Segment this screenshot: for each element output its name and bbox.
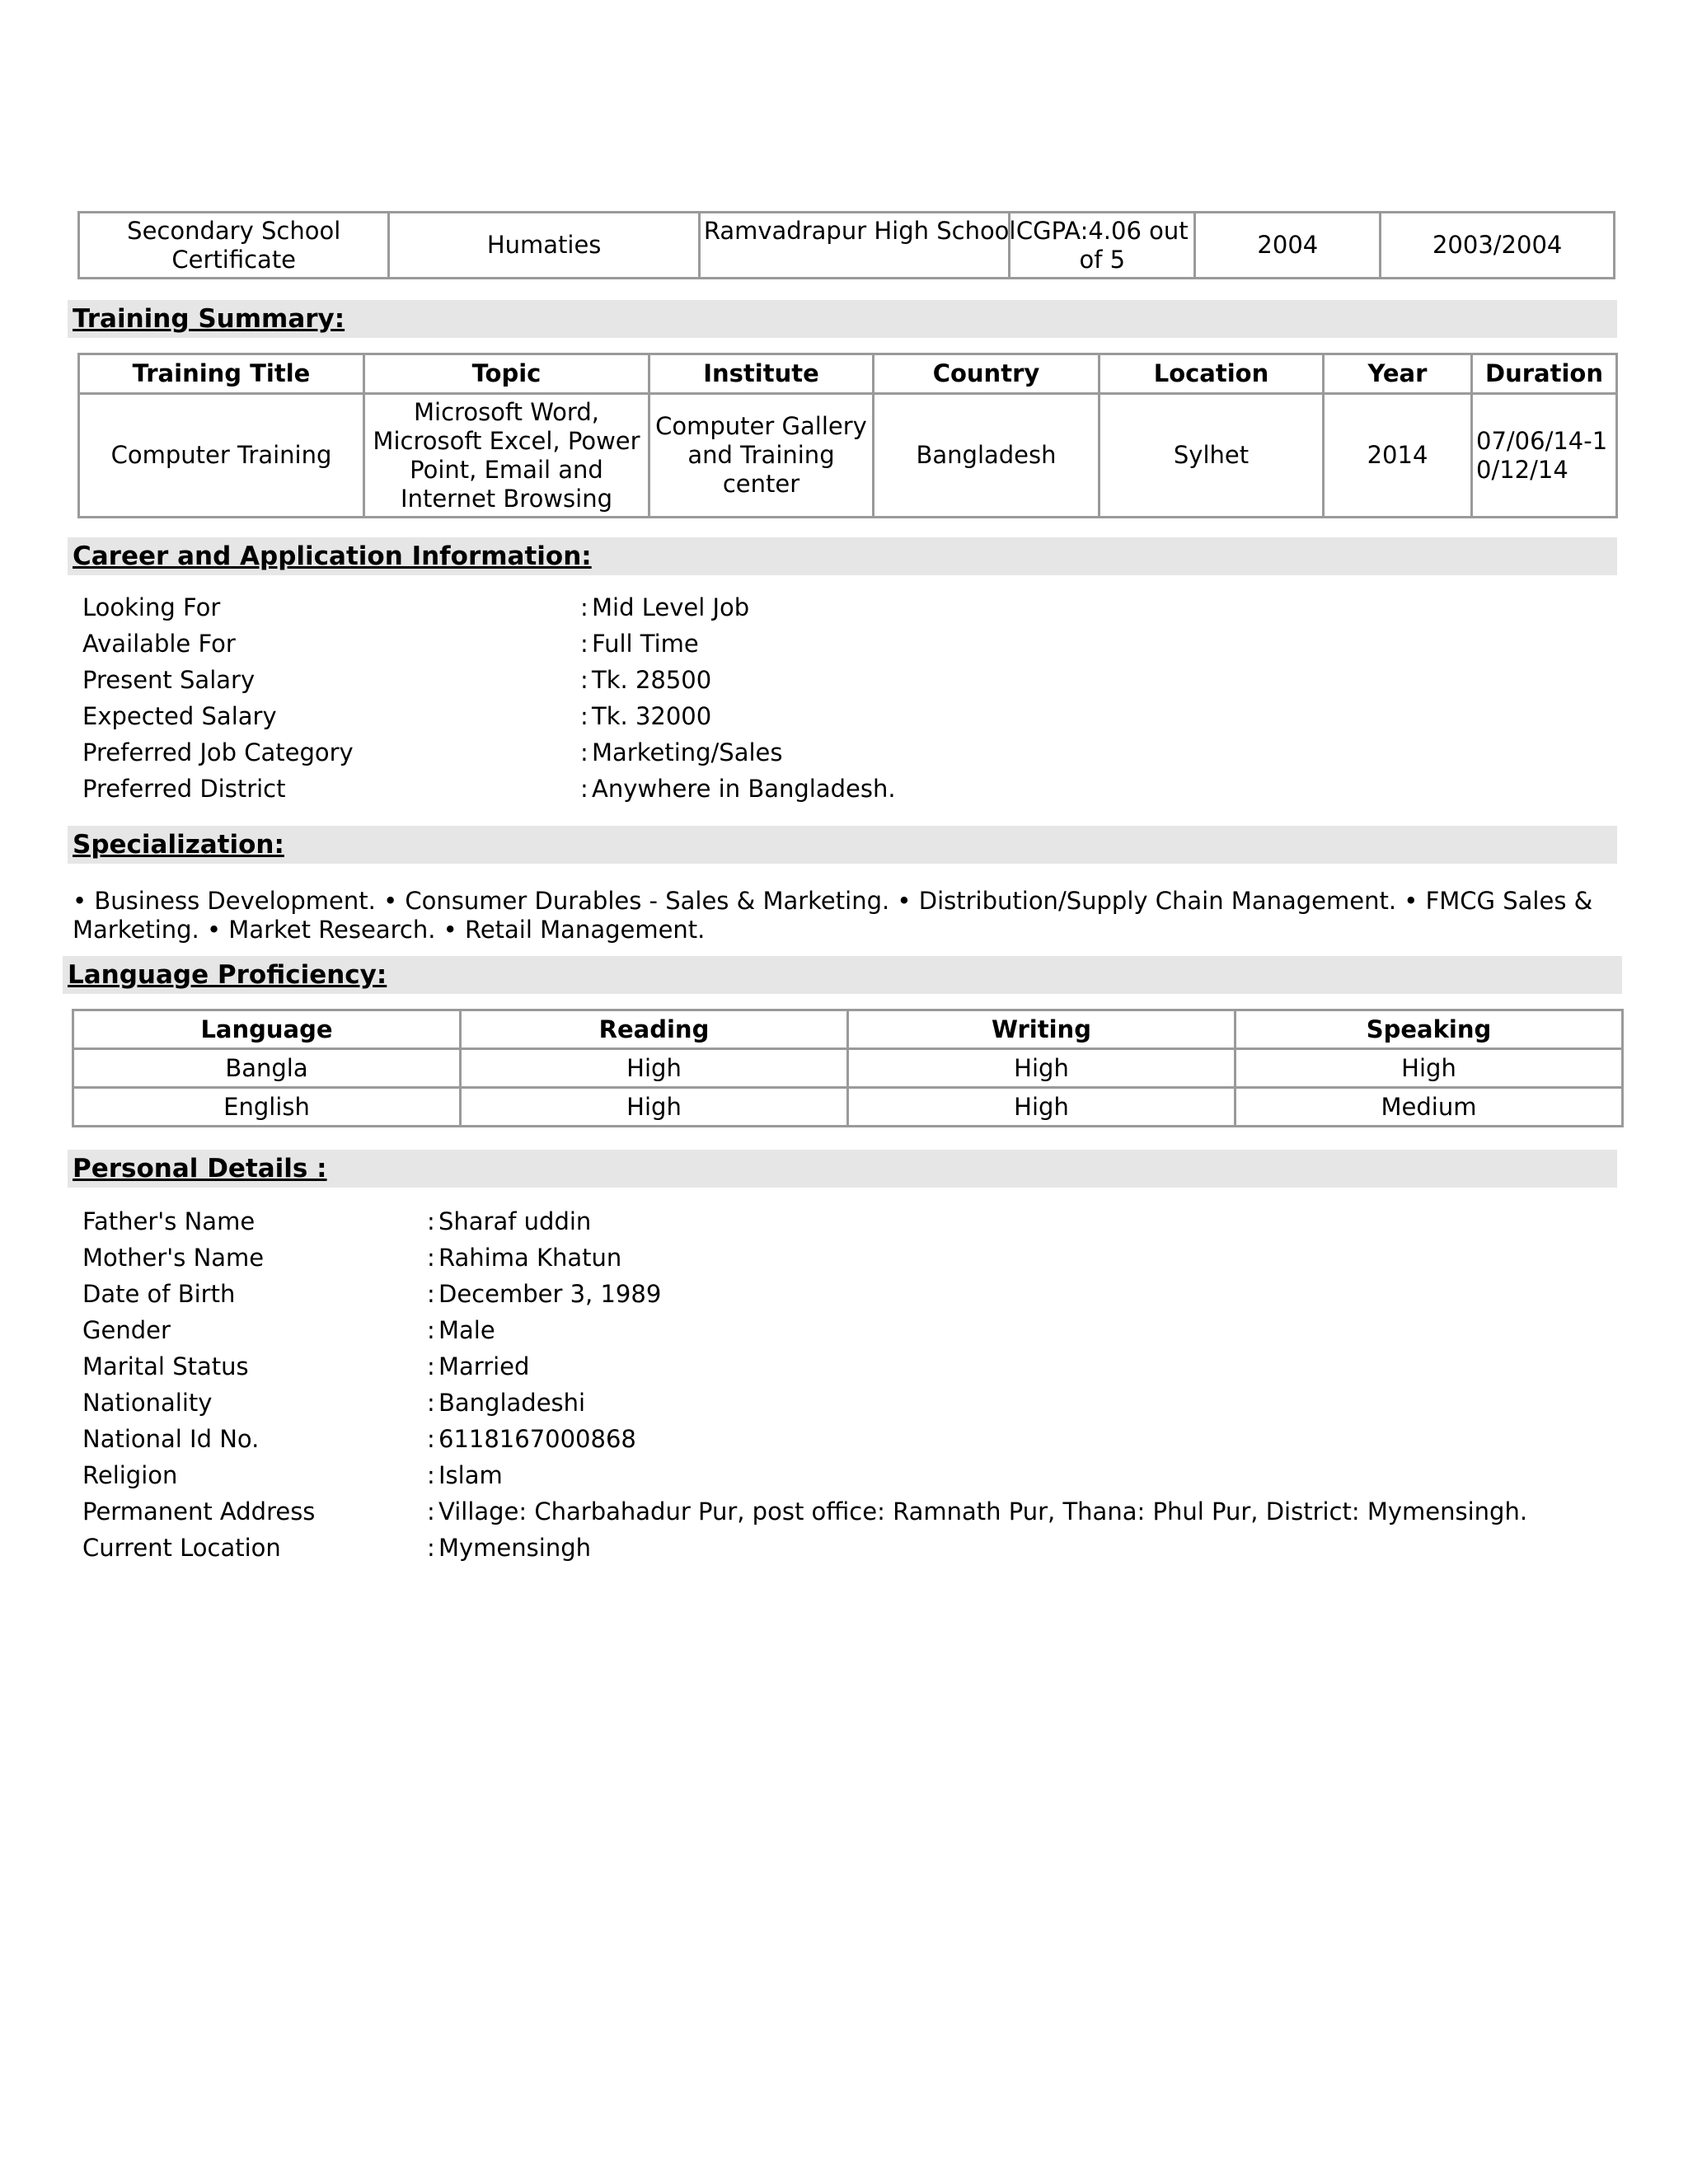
separator: : xyxy=(580,630,588,658)
field-value: Sharaf uddin xyxy=(438,1207,592,1235)
location-cell: Sylhet xyxy=(1100,394,1324,518)
field-label: Gender xyxy=(82,1316,171,1344)
column-header: Language xyxy=(73,1010,461,1049)
speaking-cell: Medium xyxy=(1236,1088,1623,1127)
field-value: Married xyxy=(438,1352,530,1380)
field-value: Mid Level Job xyxy=(592,593,750,621)
column-header: Country xyxy=(874,354,1100,394)
field-label: Preferred District xyxy=(82,775,286,803)
specialization-list: • Business Development. • Consumer Durables - Sales & Marketing. • Distribution/Supply Chain Management. • FMCG Sales & Marketing. • Market Research. • Retail Management. xyxy=(73,887,1593,944)
personal-details-header xyxy=(68,1150,1617,1188)
separator: : xyxy=(427,1352,435,1380)
column-header: Location xyxy=(1100,354,1324,394)
field-label: Preferred Job Category xyxy=(82,738,354,766)
institute-cell: Computer Gallery and Training center xyxy=(649,394,874,518)
field-label: Present Salary xyxy=(82,666,256,694)
table-header-row xyxy=(79,354,1617,394)
info-row xyxy=(82,1276,1527,1312)
separator: : xyxy=(427,1316,435,1344)
info-row xyxy=(82,1493,1527,1530)
field-label: Looking For xyxy=(82,593,221,621)
separator: : xyxy=(580,593,588,621)
institute-cell: Ramvadrapur High School xyxy=(699,213,1009,279)
writing-cell: High xyxy=(848,1088,1236,1127)
section-title: Language Proficiency: xyxy=(68,960,387,990)
field-value: Rahima Khatun xyxy=(438,1244,622,1272)
field-value: Village: Charbahadur Pur, post office: Ramnath Pur, Thana: Phul Pur, District: Mymensingh. xyxy=(438,1497,1528,1526)
separator: : xyxy=(427,1461,435,1489)
info-row xyxy=(82,1348,1527,1385)
language-proficiency-header xyxy=(63,956,1622,994)
reading-cell: High xyxy=(461,1049,848,1088)
info-row xyxy=(82,734,896,771)
training-summary-header xyxy=(68,300,1617,338)
exam-cell: Secondary School Certificate xyxy=(79,213,389,279)
reading-cell: High xyxy=(461,1088,848,1127)
separator: : xyxy=(427,1497,435,1526)
career-info-list xyxy=(82,589,896,807)
duration-cell: 07/06/14-10/12/14 xyxy=(1472,394,1617,518)
field-value: Full Time xyxy=(592,630,699,658)
info-row xyxy=(82,1240,1527,1276)
section-title: Training Summary: xyxy=(73,304,345,334)
info-row xyxy=(82,589,896,626)
info-row xyxy=(82,1312,1527,1348)
info-row xyxy=(82,1530,1527,1566)
table-row xyxy=(79,394,1617,518)
info-row xyxy=(82,1385,1527,1421)
personal-details-list xyxy=(82,1203,1527,1566)
info-row xyxy=(82,698,896,734)
field-value: Marketing/Sales xyxy=(592,738,783,766)
result-cell: CGPA:4.06 out of 5 xyxy=(1010,213,1195,279)
field-label: Date of Birth xyxy=(82,1280,236,1308)
field-label: Nationality xyxy=(82,1389,213,1417)
column-header: Training Title xyxy=(79,354,364,394)
field-label: Permanent Address xyxy=(82,1497,316,1526)
separator: : xyxy=(427,1244,435,1272)
section-title: Career and Application Information: xyxy=(73,541,592,571)
separator: : xyxy=(580,775,588,803)
training-title-cell: Computer Training xyxy=(79,394,364,518)
field-value: Islam xyxy=(438,1461,503,1489)
group-cell: Humaties xyxy=(389,213,699,279)
column-header: Topic xyxy=(364,354,649,394)
language-cell: English xyxy=(73,1088,461,1127)
year-cell: 2014 xyxy=(1324,394,1472,518)
info-row xyxy=(82,771,896,807)
field-label: Father's Name xyxy=(82,1207,256,1235)
field-label: Marital Status xyxy=(82,1352,249,1380)
topic-cell: Microsoft Word, Microsoft Excel, Power Point, Email and Internet Browsing xyxy=(364,394,649,518)
training-table xyxy=(77,353,1618,518)
separator: : xyxy=(427,1534,435,1562)
field-value: Male xyxy=(438,1316,495,1344)
field-value: 6118167000868 xyxy=(438,1425,636,1453)
table-row xyxy=(79,213,1615,279)
language-cell: Bangla xyxy=(73,1049,461,1088)
column-header: Institute xyxy=(649,354,874,394)
separator: : xyxy=(427,1389,435,1417)
separator: : xyxy=(427,1207,435,1235)
session-cell: 2003/2004 xyxy=(1381,213,1615,279)
column-header: Writing xyxy=(848,1010,1236,1049)
field-value: Anywhere in Bangladesh. xyxy=(592,775,896,803)
separator: : xyxy=(580,666,588,694)
separator: : xyxy=(427,1280,435,1308)
field-label: Expected Salary xyxy=(82,702,277,730)
section-title: Specialization: xyxy=(73,830,284,860)
table-header-row xyxy=(73,1010,1623,1049)
specialization-header xyxy=(68,826,1617,864)
column-header: Speaking xyxy=(1236,1010,1623,1049)
field-value: December 3, 1989 xyxy=(438,1280,662,1308)
passing-year-cell: 2004 xyxy=(1195,213,1381,279)
field-value: Mymensingh xyxy=(438,1534,591,1562)
field-value: Tk. 32000 xyxy=(592,702,712,730)
column-header: Duration xyxy=(1472,354,1617,394)
info-row xyxy=(82,626,896,662)
info-row xyxy=(82,1457,1527,1493)
field-value: Bangladeshi xyxy=(438,1389,586,1417)
table-row xyxy=(73,1088,1623,1127)
career-section-header xyxy=(68,537,1617,575)
language-table xyxy=(72,1009,1624,1127)
info-row xyxy=(82,1421,1527,1457)
field-label: Current Location xyxy=(82,1534,281,1562)
field-label: National Id No. xyxy=(82,1425,260,1453)
education-table xyxy=(77,211,1615,279)
separator: : xyxy=(580,702,588,730)
info-row xyxy=(82,662,896,698)
column-header: Year xyxy=(1324,354,1472,394)
field-value: Tk. 28500 xyxy=(592,666,712,694)
table-row xyxy=(73,1049,1623,1088)
field-label: Religion xyxy=(82,1461,178,1489)
section-title: Personal Details : xyxy=(73,1154,327,1183)
column-header: Reading xyxy=(461,1010,848,1049)
separator: : xyxy=(580,738,588,766)
info-row xyxy=(82,1203,1527,1240)
writing-cell: High xyxy=(848,1049,1236,1088)
speaking-cell: High xyxy=(1236,1049,1623,1088)
field-label: Available For xyxy=(82,630,236,658)
separator: : xyxy=(427,1425,435,1453)
field-label: Mother's Name xyxy=(82,1244,265,1272)
country-cell: Bangladesh xyxy=(874,394,1100,518)
